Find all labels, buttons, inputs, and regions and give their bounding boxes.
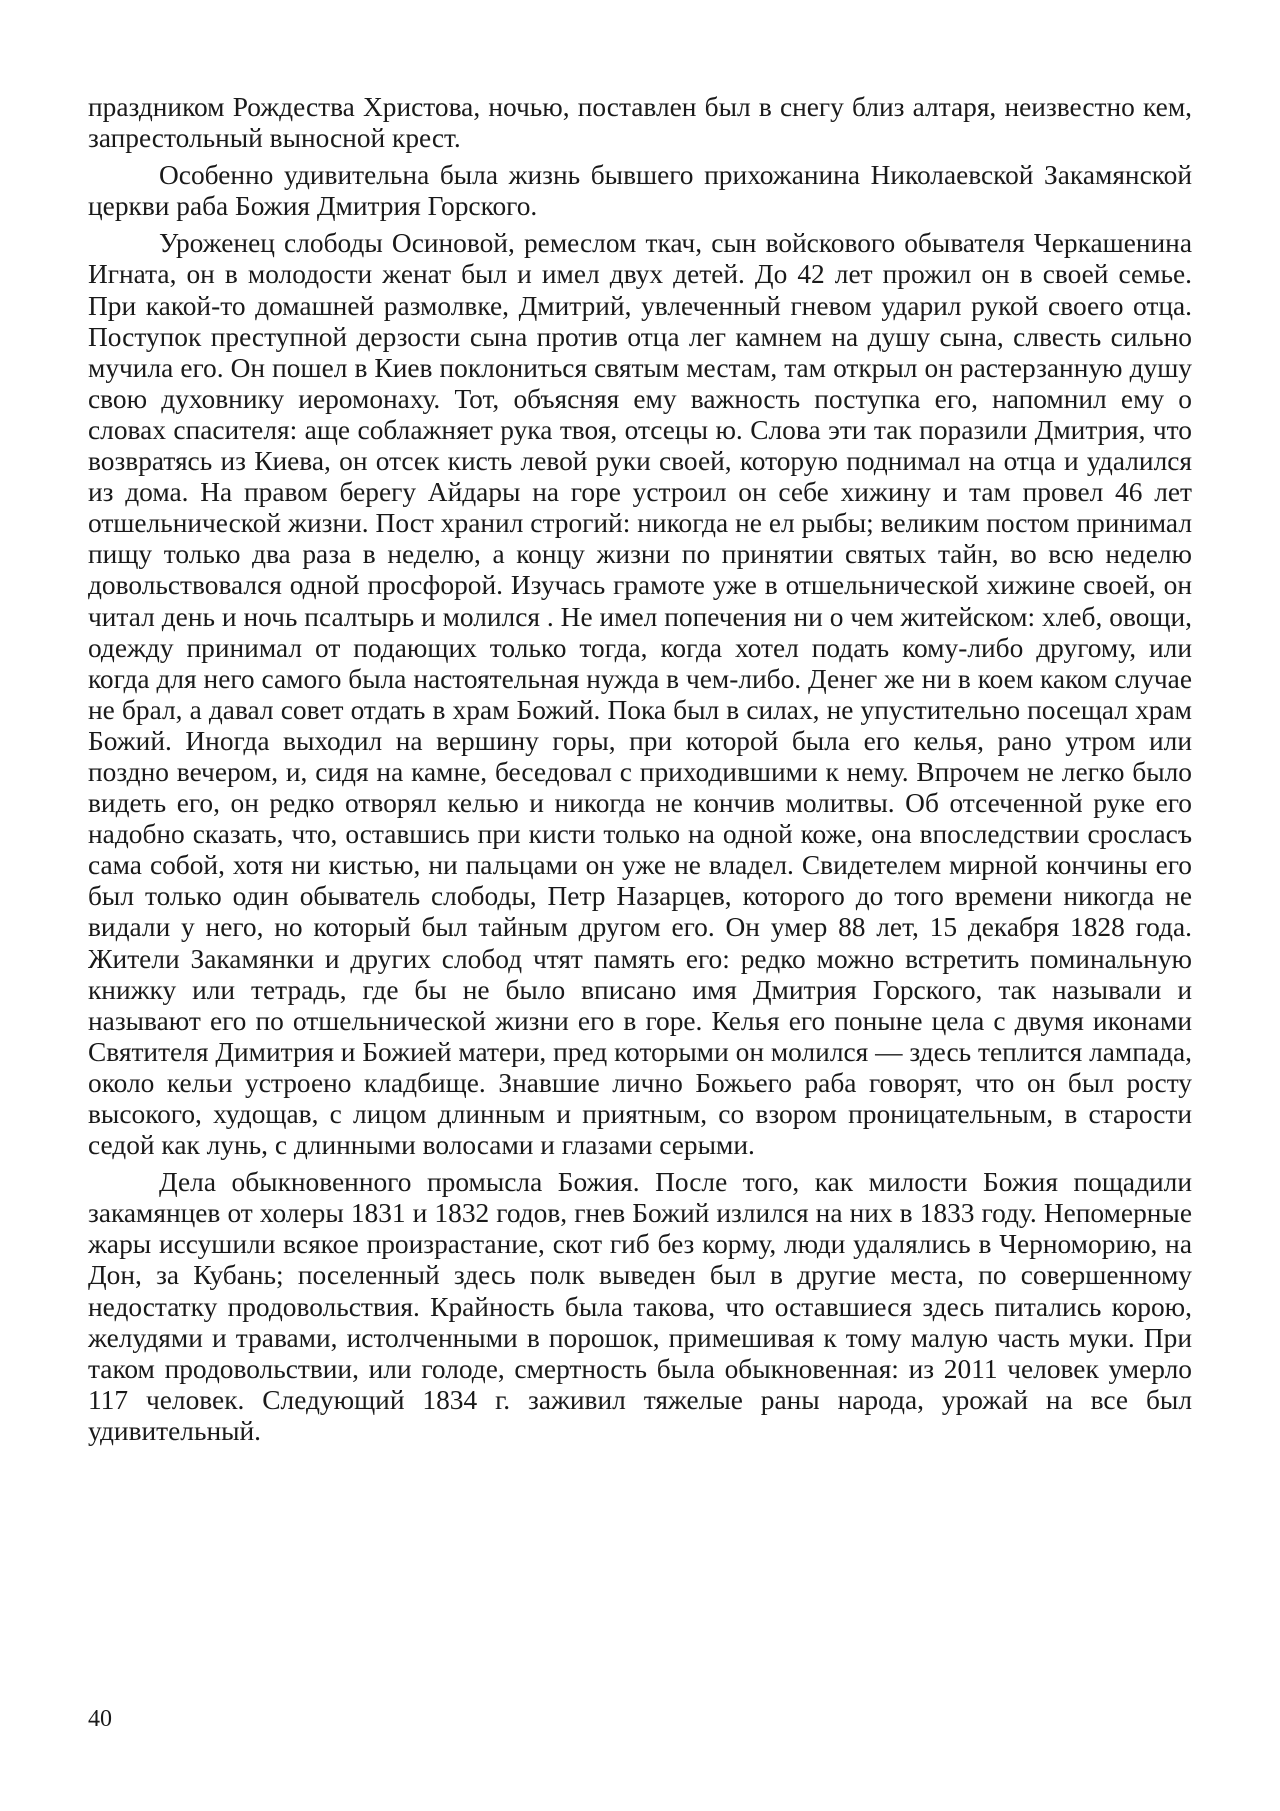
paragraph-2: Особенно удивительна была жизнь бывшего прихожанина Николаевской Закамянской церкви раба Божия Дмитрия Горского.: [88, 160, 1192, 222]
paragraph-1: праздником Рождества Христова, ночью, поставлен был в снегу близ алтаря, неизвестно кем, запрестольный выносной крест.: [88, 92, 1192, 154]
paragraph-3: Уроженец слободы Осиновой, ремеслом ткач, сын войскового обывателя Черкашенина Игната, он в молодости женат был и имел двух детей. До 42 лет прожил он в своей семье. При какой-то домашней размолвке, Дмитрий, увлеченный гневом ударил рукой своего отца. Поступок преступной дерзости сына против отца лег камнем на душу сына, слвесть сильно мучила его. Он пошел в Киев поклониться святым местам, там открыл он растерзанную душу свою духовнику иеромонаху. Тот, объясняя ему важность поступка его, напомнил ему о словах спасителя: аще соблажняет рука твоя, отсецы ю. Слова эти так поразили Дмитрия, что возвратясь из Киева, он отсек кисть левой руки своей, которую поднимал на отца и удалился из дома. На правом берегу Айдары на горе устроил он себе хижину и там провел 46 лет отшельнической жизни. Пост хранил строгий: никогда не ел рыбы; великим постом принимал пищу только два раза в неделю, а концу жизни по принятии святых тайн, во всю неделю довольствовался одной просфорой. Изучась грамоте уже в отшельнической хижине своей, он читал день и ночь псалтырь и молился . Не имел попечения ни о чем житейском: хлеб, овощи, одежду принимал от подающих только тогда, когда хотел подать кому-либо другому, или когда для него самого была настоятельная нужда в чем-либо. Денег же ни в коем каком случае не брал, а давал совет отдать в храм Божий. Пока был в силах, не упустительно посещал храм Божий. Иногда выходил на вершину горы, при которой была его келья, рано утром или поздно вечером, и, сидя на камне, беседовал с приходившими к нему. Впрочем не легко было видеть его, он редко отворял келью и никогда не кончив молитвы. Об отсеченной руке его надобно сказать, что, оставшись при кисти только на одной коже, она впоследствии сросласъ сама собой, хотя ни кистью, ни пальцами он уже не владел. Свидетелем мирной кончины его был только один обыватель слободы, Петр Назарцев, которого до того времени никогда не видали у него, но который был тайным другом его. Он умер 88 лет, 15 декабря 1828 года. Жители Закамянки и других слобод чтят память его: редко можно встретить поминальную книжку или тетрадь, где бы не было вписано имя Дмитрия Горского, так называли и называют его по отшельнической жизни его в горе. Келья его поныне цела с двумя иконами Святителя Димитрия и Божией матери, пред которыми он молился — здесь теплится лампада, около кельи устроено кладбище. Знавшие лично Божьего раба говорят, что он был росту высокого, худощав, с лицом длинным и приятным, со взором проницательным, в старости седой как лунь, с длинными волосами и глазами серыми.: [88, 228, 1192, 1161]
document-body: [88, 92, 1192, 1453]
paragraph-4: Дела обыкновенного промысла Божия. После того, как милости Божия пощадили закамянцев от холеры 1831 и 1832 годов, гнев Божий излился на них в 1833 году. Непомерные жары иссушили всякое произрастание, скот гиб без корму, люди удалялись в Черноморию, на Дон, за Кубань; поселенный здесь полк выведен был в другие места, по совершенному недостатку продовольствия. Крайность была такова, что оставшиеся здесь питались корою, желудями и травами, истолченными в порошок, примешивая к тому малую часть муки. При таком продовольствии, или голоде, смертность была обыкновенная: из 2011 человек умерло 117 человек. Следующий 1834 г. заживил тяжелые раны народа, урожай на все был удивительный.: [88, 1167, 1192, 1446]
page-number: 40: [88, 1706, 112, 1732]
